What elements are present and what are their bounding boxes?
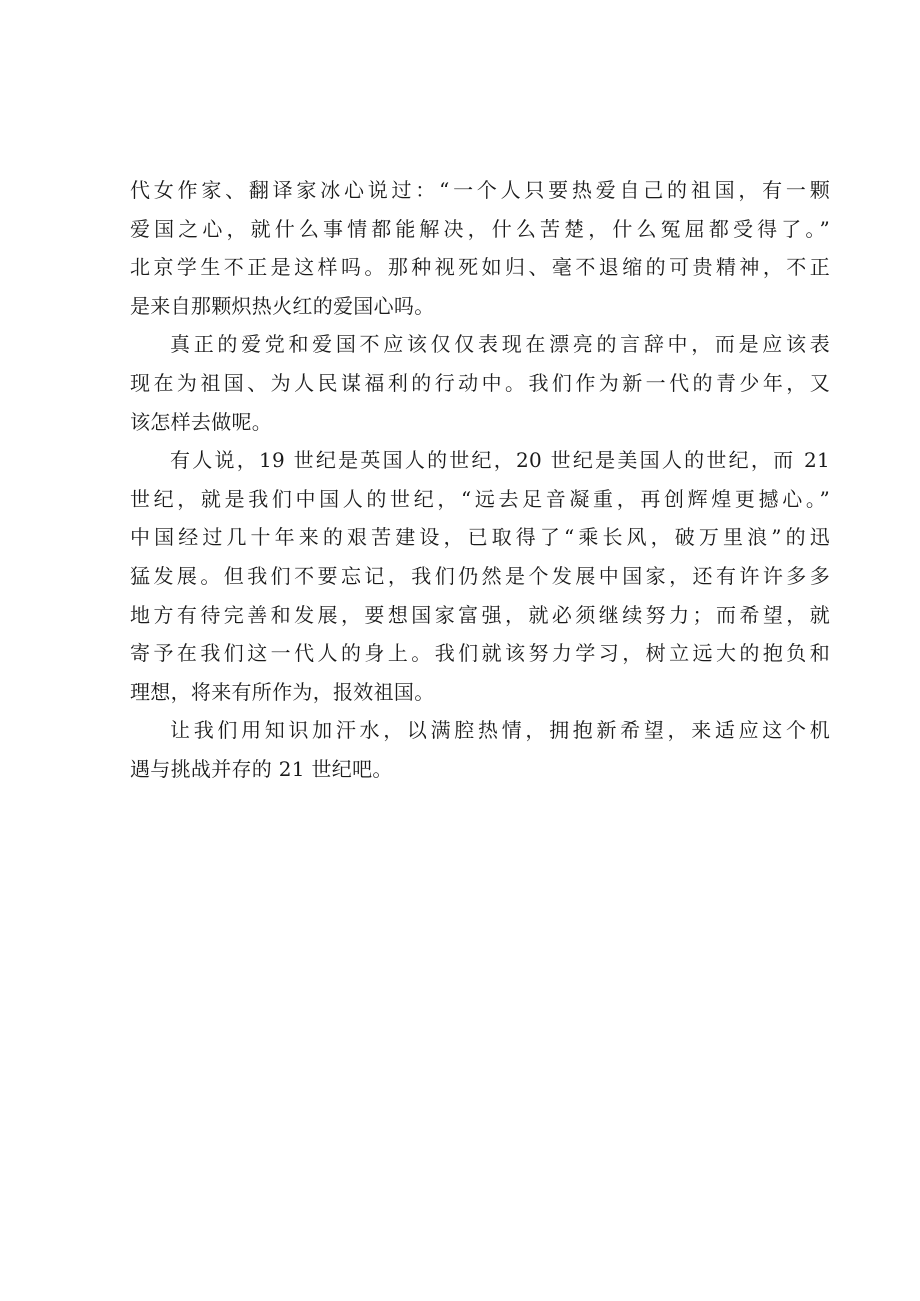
- text-line: 猛发展。但我们不要忘记，我们仍然是个发展中国家，还有许许多多: [130, 563, 830, 588]
- text-line: 爱国之心，就什么事情都能解决，什么苦楚，什么冤屈都受得了。”: [130, 216, 830, 241]
- text-line: 中国经过几十年来的艰苦建设，已取得了“乘长风，破万里浪”的迅: [130, 525, 830, 550]
- paragraph-1: [130, 171, 830, 325]
- text-line: 现在为祖国、为人民谋福利的行动中。我们作为新一代的青少年，又: [130, 370, 830, 395]
- text-line: 该怎样去做呢。: [130, 409, 273, 434]
- text-line: 世纪，就是我们中国人的世纪，“远去足音凝重，再创辉煌更撼心。”: [130, 486, 830, 511]
- paragraph-2: [130, 325, 830, 441]
- paragraph-4: [130, 711, 830, 788]
- text-line: 寄予在我们这一代人的身上。我们就该努力学习，树立远大的抱负和: [130, 641, 830, 666]
- text-line: 北京学生不正是这样吗。那种视死如归、毫不退缩的可贵精神，不正: [130, 255, 830, 280]
- text-line: 有人说，19 世纪是英国人的世纪，20 世纪是美国人的世纪，而 21: [170, 448, 830, 473]
- text-line: 地方有待完善和发展，要想国家富强，就必须继续努力；而希望，就: [130, 602, 830, 627]
- text-line: 让我们用知识加汗水，以满腔热情，拥抱新希望，来适应这个机: [170, 718, 830, 743]
- text-line: 是来自那颗炽热火红的爱国心吗。: [130, 293, 435, 318]
- paragraph-3: [130, 441, 830, 711]
- text-line: 遇与挑战并存的 21 世纪吧。: [130, 756, 393, 781]
- text-line: 真正的爱党和爱国不应该仅仅表现在漂亮的言辞中，而是应该表: [170, 332, 830, 357]
- text-line: 代女作家、翻译家冰心说过：“一个人只要热爱自己的祖国，有一颗: [130, 178, 830, 202]
- document-body: [130, 171, 830, 789]
- text-line: 理想，将来有所作为，报效祖国。: [130, 679, 435, 704]
